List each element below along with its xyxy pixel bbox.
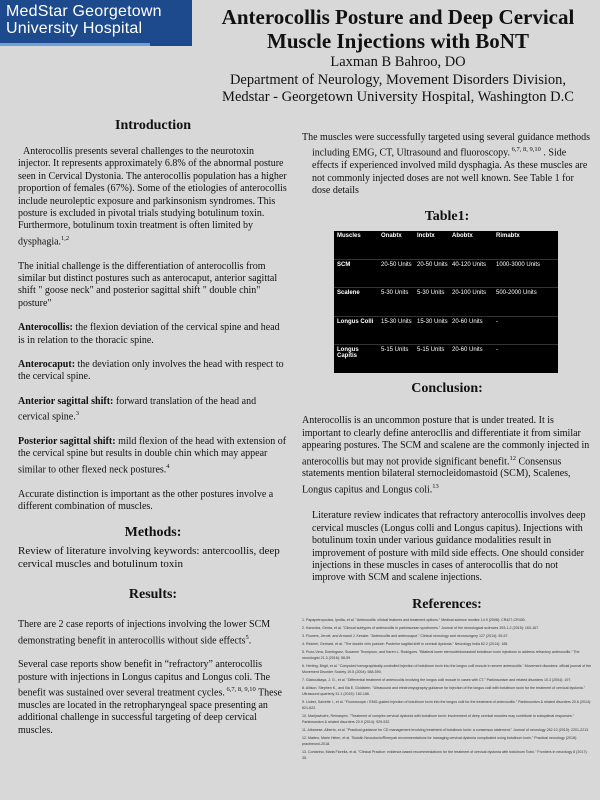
table-cell: 20-60 Units [452,318,483,325]
logo-text [6,3,162,37]
table-title: Table1: [424,209,470,225]
reference-item: 6. Herting, Birgit, et al. "Computed tomographically-controlled injection of botulinum toxin into the longus colli muscle in severe anterocollis." Movement disorders: official journal of the Movement Disorder Society 19.5 (2004): 588-590. [302,663,592,674]
table-cell: 5-30 Units [381,290,409,297]
reference-item: 5. Pozo-Vera, Dominguez, Susanne Thompson, and Karen L. Rodrigues. "Bilateral lower sternocleidomastoid botulinum toxin injections to address refractory anterocollis." The neurologist 21.3 (2016): 58-59. [302,649,580,660]
reference-item: 4. Reichel, Gerhard, et al. "The double chin posture: Posterior sagittal shift in cervical dystonia." Neurology India 62.2 (2014): 185. [302,641,509,646]
reference-item: 13. Contarino, Maria Fiorella, et al. "Clinical Practice: evidence-based recommendations for the treatment of cervical dystonia with botulinum Toxin." Frontiers in neurology 8 (2017): 35. [302,749,588,760]
table-cell: 15-30 Units [381,318,412,325]
reference-item: 3. Flowers, Jeroel, and Armand J. Kessler. "Anterocollis and anterocaput." Clinical neurology and neurosurgery 127 (2014): 55-57. [302,633,509,638]
reference-item: 10. Marijnwhofre, Reinanprix. "Treatment of complex cervical dystonia with botulinum toxin: involvement of deep cervical muscles may contribute to suboptimal responses." Parkinsonism & related disorders 20.9 (2014): 929-932. [302,713,575,724]
definition-anterocollis: Anterocollis: the flexion deviation of the cervical spine and head is in relation to the thoracic spine. [18,322,280,346]
table-cell: - [496,318,498,325]
table-cell: 20-60 Units [452,346,483,353]
table-cell: 40-120 Units [452,261,487,268]
institution-logo [0,0,192,46]
reference-item: 1. Papapetropoulos, Ipsitta, et al. "Anterocollis: clinical features and treatment options." Medical science monitor 14.9 (2008): CR427-CR430. [302,617,526,622]
results-paragraph-2: Several case reports show benefit in “refractory” anterocollis posture with injections in Longus capitus and Longus coli. The benefit was sustained over several treatment cycles. $^{6,7, 8, 9,10}$ These muscles are located in the retropharyngeal space presenting an additional challenge in successful targeting of deep cervical muscles. [18,659,282,736]
table-cell: 1000-3000 Units [496,261,541,268]
reference-item: 9. Llobet, Salvette I., et al. "Fluoroscopic / EMG-guided injection of botulinum toxin into the longus colli for the treatment of anterocollis." Parkinsonism & related disorders 20.6 (2014): 621-622. [302,699,592,710]
table-row [334,317,558,345]
intro-paragraph-3: Accurate distinction is important as the other postures involve a different combination of muscles. [18,488,274,512]
reference-item: 2. Kaneoka, Genta, et al. "Clinical subtypes of anterocollis in parkinsonian syndromes." Journal of the neurological sciences 393.1-2 (2015): 163-167. [302,625,540,630]
author-name: Laxman B Bahroo, DO [330,54,466,70]
methods-text: Review of literature involving keywords: antercoollis, deep cervical muscles and botulinum toxin [18,545,280,571]
dose-table [334,231,558,373]
introduction-heading: Introduction [115,118,191,133]
results-paragraph-1: There are 2 case reports of injections involving the lower SCM demonstrating benefit in anterocollis without side effects$^5$. [18,619,271,647]
table-cell: 20-100 Units [452,290,487,297]
table-cell: 5-15 Units [381,346,409,353]
table-header-cell: Abobtx [452,233,473,240]
table-cell: 20-50 Units [417,261,448,268]
reference-item: 7. Glaboutkaya, J. G., et al. "Differential treatment of anterocollis involving the longus colli muscle in cases with CT." Parkinsonism and related disorders 10.3 (2004): 197. [302,677,572,682]
definition-anterior-sagittal-shift: Anterior sagittal shift: forward translation of the head and cervical spine.$^3$ [18,395,257,423]
table-row [334,260,558,288]
table-cell: Longus Capitis [337,346,359,359]
table-row [334,288,558,316]
references-list [302,617,592,761]
conclusion-heading: Conclusion: [411,381,483,397]
table-cell: - [496,346,498,353]
author-block [196,54,600,107]
conclusion-paragraph-1: Anterocollis is an uncommon posture that is under treated. It is important to clearly define anterocllis and differentiate it from similar appearing postures. The SCM and scalene are the commonly injected in anterocollis but may not provide significant benefit.$^{12}$ Consensus statements mention bilateral sternocleidomastoid (SCM), Scalenes, Longus capitus and Longus coli.$^{13}$ [302,415,590,496]
affiliation-line-1: Department of Neurology, Movement Disorders Division, [229,71,567,88]
poster-title [196,5,600,53]
right-column [302,132,592,763]
intro-paragraph-2: The initial challenge is the differentiation of anterocollis from similar but distinct postures such as anterocaput, anterior sagittal shift " goose neck" and posterior sagittal shift " double chin" posture" [18,260,278,309]
logo-line-2: University Hospital [6,20,143,37]
table-header-cell: Incbtx [417,233,435,240]
table-cell: SCM [337,261,351,268]
references-heading: References: [412,596,482,612]
logo-line-1: MedStar Georgetown [6,3,162,20]
table-cell: 15-30 Units [417,318,448,325]
title-line-2: Muscle Injections with BoNT [267,29,529,53]
table-header-cell: Onabtx [381,233,402,240]
methods-heading: Methods: [124,525,182,541]
definition-posterior-sagittal-shift: Posterior sagittal shift: mild flexion of the head with extension of the cervical spine but results in double chin which may appear similar to other flexed neck postures.$^4$ [18,435,287,476]
table-cell: 5-30 Units [417,290,445,297]
table-header-cell: Muscles [337,233,361,240]
definition-anterocaput: Anterocaput: the deviation only involves the head with respect to the cervical spine. [18,359,284,383]
title-line-1: Anterocollis Posture and Deep Cervical [221,5,575,29]
affiliation-line-2: Medstar - Georgetown University Hospital, Washington D.C [222,89,574,105]
results-heading: Results: [128,587,178,603]
intro-paragraph-1: Anterocollis presents several challenges to the neurotoxin injector. It represents approximately 6.8% of the abnormal posture seen in Cervical Dystonia. The anterocollis population has a higher proportion of females (67%). Some of the etiologies of anterocollis include neuroleptic exposure and parkinsonism syndromes. This posture is excluded in pivotal trials studying botulinum toxin. Furthermore, botulinum toxin treatment is often limited by dysphagia.$^{1,2}$ [18,146,287,248]
table-header-cell: Rimabtx [496,233,520,240]
table-header-row [334,231,558,259]
reference-item: 11. Albanese, Alberto, et al. "Practical guidance for CD management involving treatment of botulinum toxin: a consensus statement." Journal of neurology 262.10 (2015): 2201-2213. [302,727,590,732]
table-cell: 5-15 Units [417,346,445,353]
left-column [18,118,288,749]
reference-item: 8. Allison, Stephen K., and Ilia E. Goldstein. "Ultrasound and electromyography guidance for injection of the longus colli with botulinum toxin for the treatment of cervical dystonia." Ultrasound quarterly 31.1 (2015): 182-186. [302,685,586,696]
table-cell: 20-50 Units [381,261,412,268]
guidance-paragraph: The muscles were successfully targeted using several guidance methods including EMG, CT, Ultrasound and fluoroscopy. $^{6,7, 8, 9,10}$ . Side effects if experienced involved mild dysphagia. As these muscles are not commonly injected doses are not well known. See Table 1 for dose details [302,132,591,196]
reference-item: 12. Matteo, Marie Helen, et al. "Botulin Neurotoxin/Rimeyab recommendations for managing cervical dystonia complicated using botulinum toxin." Practical neurology (2018): practneurol-2018. [302,735,578,746]
logo-underline [0,43,150,46]
table-cell: Longus Colli [337,318,374,325]
table-cell: Scalene [337,290,360,297]
table-row [334,345,558,373]
table-cell: 500-2000 Units [496,290,537,297]
conclusion-paragraph-2: Literature review indicates that refractory anterocollis involves deep cervical muscles (Longus colli and Longus capitus). Injections with botulinum toxin under various guidance modalities result in improvement of posture with mild side effects. One should consider injections in these muscles in cases of anterocollis that do not improve with SCM and scalene injections. [312,510,586,584]
